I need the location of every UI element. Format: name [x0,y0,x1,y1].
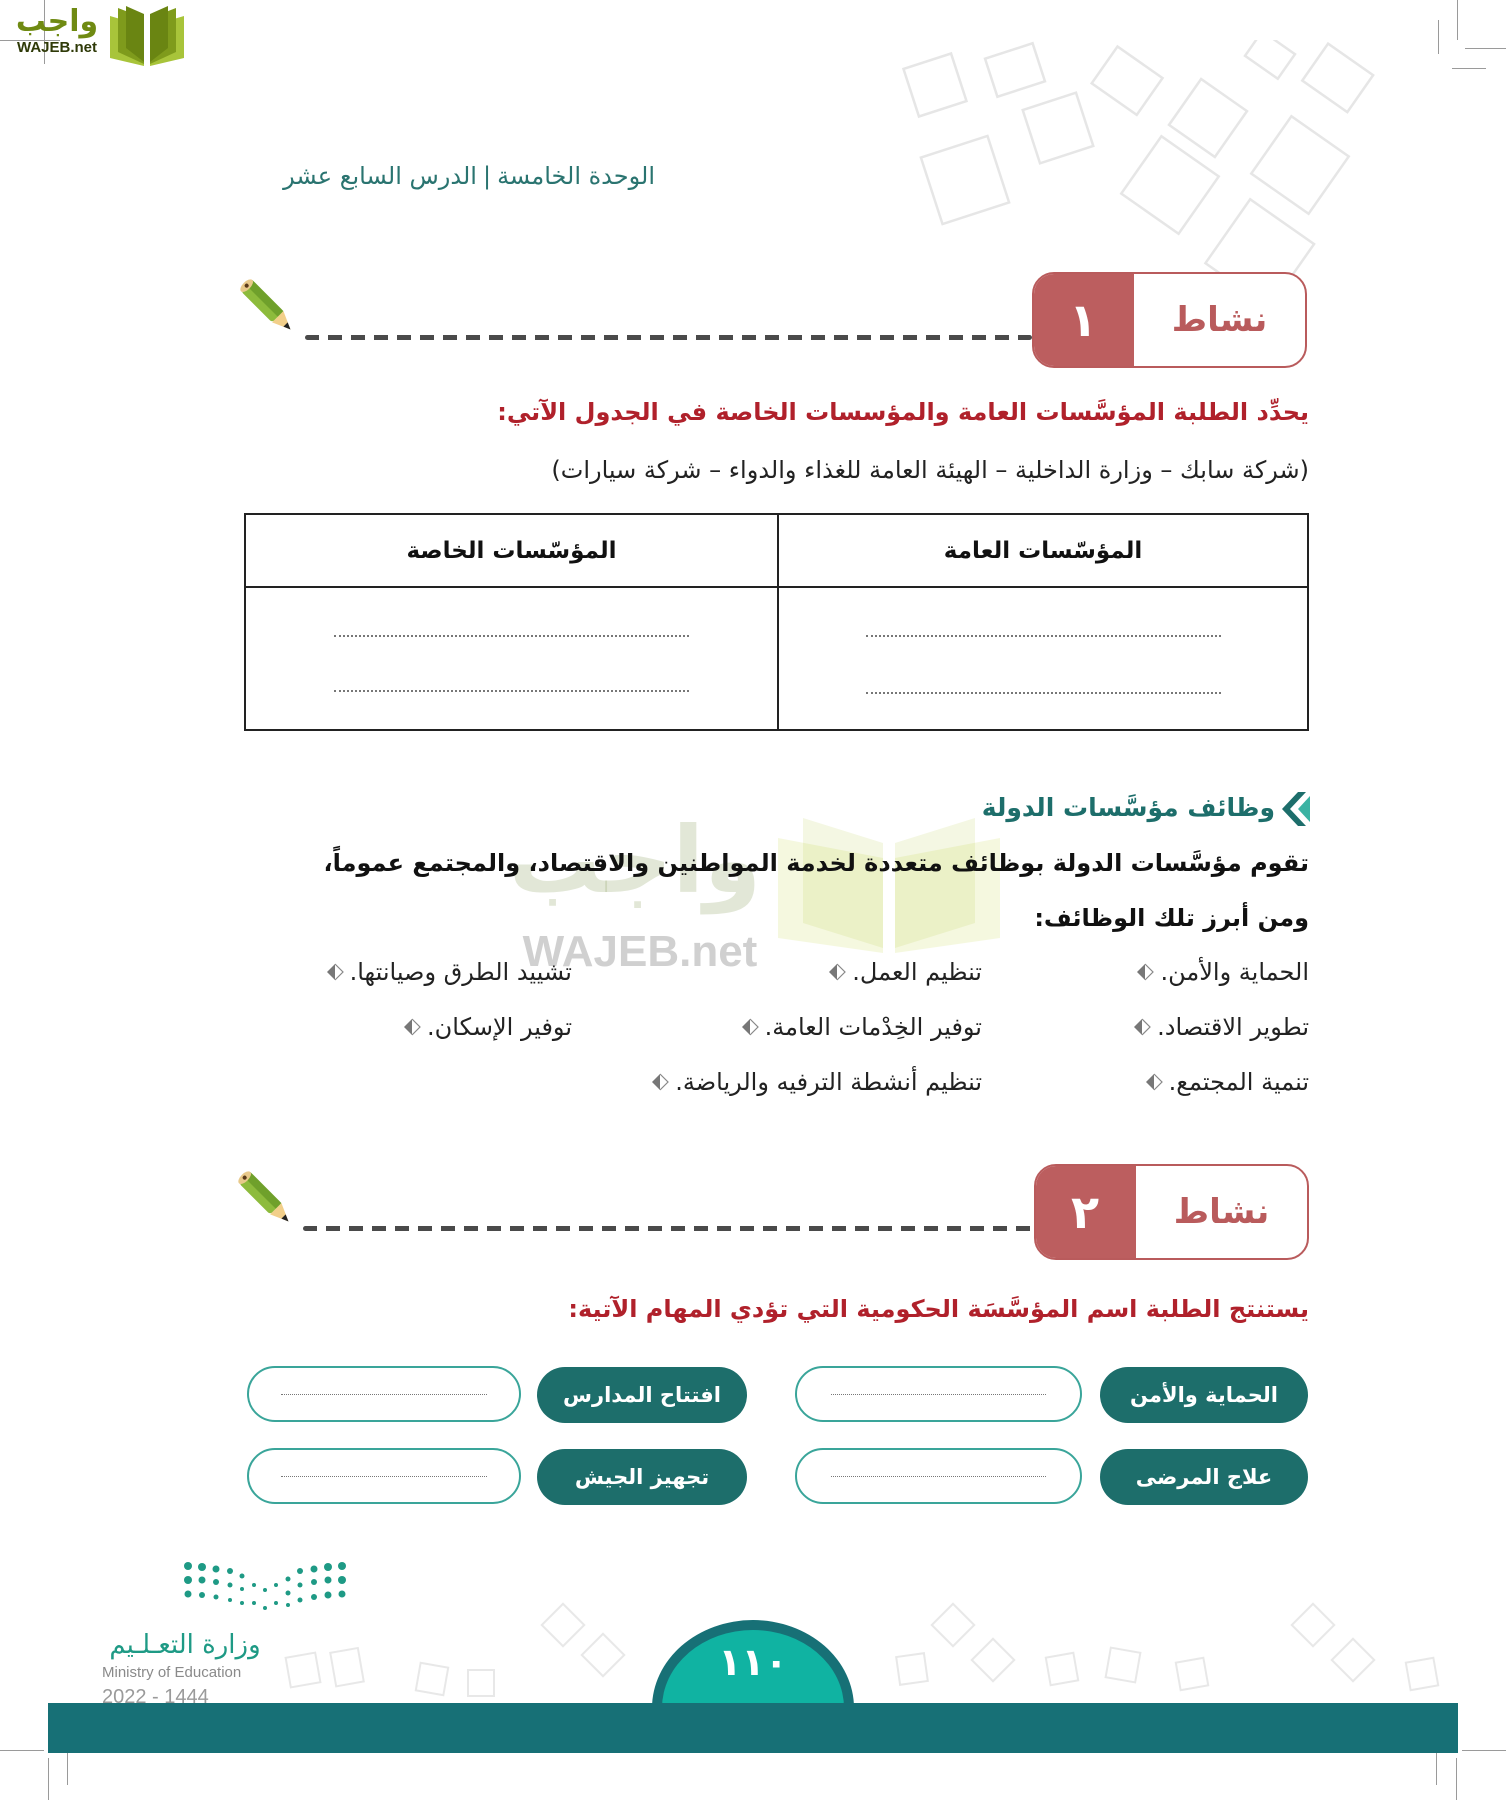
edition-year: 2022 - 1444 [102,1686,209,1708]
private-answer-line-1[interactable] [334,635,689,637]
answer-field-opening-schools[interactable] [247,1366,521,1422]
crop-mark [1465,48,1506,49]
crop-mark [0,1750,44,1751]
footer-band [48,1703,1458,1753]
breadcrumb-separator: | [482,162,492,190]
answer-dotted-line [281,1394,486,1395]
function-text: توفير الخِدْمات العامة. [764,1013,982,1041]
diamond-bullet-icon [403,1018,421,1036]
list-item [651,1064,982,1100]
function-text: توفير الإسكان. [427,1013,572,1041]
double-chevron-icon [1276,790,1310,828]
function-text: تشييد الطرق وصيانتها. [349,958,572,986]
diamond-bullet-icon [326,963,344,981]
answer-dotted-line [281,1476,486,1477]
pencil-icon [240,278,300,340]
institutions-table [244,513,1309,731]
activity-1-instruction: يحدِّد الطلبة المؤسَّسات العامة والمؤسسات الخاصة في الجدول الآتي: [497,398,1309,426]
list-item [741,1009,982,1045]
crop-mark [1452,68,1486,69]
function-text: تنمية المجتمع. [1168,1068,1309,1096]
breadcrumb-unit: الوحدة الخامسة [497,162,655,190]
watermark-latin: WAJEB.net [522,927,758,976]
dashed-divider [303,1226,1034,1231]
header-public-institutions: المؤسّسات العامة [943,537,1143,564]
activity-2-instruction: يستنتج الطلبة اسم المؤسَّسَة الحكومية التي تؤدي المهام الآتية: [568,1295,1309,1323]
crop-mark [1462,1750,1506,1751]
section-paragraph-line-1: تقوم مؤسَّسات الدولة بوظائف متعددة لخدمة المواطنين والاقتصاد، والمجتمع عموماً، [323,849,1309,877]
breadcrumb [245,158,655,194]
activity-1-badge [1032,272,1307,368]
activity-1-items: (شركة سابك – وزارة الداخلية – الهيئة العامة للغذاء والدواء – شركة سيارات) [551,456,1309,484]
wajeb-logo-arabic: واجب [15,4,99,39]
activity-2-number: ٢ [1034,1164,1136,1260]
crop-mark [48,1758,49,1800]
list-item [326,954,572,990]
decorative-squares [880,40,1440,290]
section-paragraph-line-2: ومن أبرز تلك الوظائف: [1034,904,1309,932]
list-item [1145,1064,1309,1100]
breadcrumb-lesson: الدرس السابع عشر [283,162,477,190]
functions-list [240,954,1309,1114]
crop-mark [1456,1758,1457,1800]
task-pill-treating-patients: علاج المرضى [1100,1449,1308,1505]
function-text: تطوير الاقتصاد. [1157,1013,1309,1041]
function-text: تنظيم أنشطة الترفيه والرياضة. [675,1068,982,1096]
task-pill-protection-security: الحماية والأمن [1100,1367,1308,1423]
activity-1-number: ١ [1032,272,1134,368]
answer-dotted-line [831,1476,1046,1477]
section-title: وظائف مؤسَّسات الدولة [981,793,1275,822]
private-answer-line-2[interactable] [334,690,689,692]
diamond-bullet-icon [741,1018,759,1036]
diamond-bullet-icon [1133,1018,1151,1036]
watermark-arabic: واجب [508,807,762,914]
crop-mark [1457,0,1458,40]
wajeb-logo-latin: WAJEB.net [16,39,97,56]
diamond-bullet-icon [828,963,846,981]
page-number: ١١٠ [718,1640,788,1684]
task-pill-opening-schools: افتتاح المدارس [537,1367,747,1423]
public-answer-line-1[interactable] [866,635,1221,637]
activity-1-label: نشاط [1171,300,1268,340]
activity-2-label: نشاط [1173,1192,1270,1232]
dashed-divider [305,335,1032,340]
answer-dotted-line [831,1394,1046,1395]
public-answer-line-2[interactable] [866,692,1221,694]
list-item [828,954,982,990]
ministry-name-arabic: وزارة التعـلـيم [109,1630,261,1660]
ministry-dots-logo-icon [180,1558,350,1618]
book-logo-icon [106,4,188,66]
diamond-bullet-icon [651,1073,669,1091]
header-private-institutions: المؤسّسات الخاصة [406,537,617,564]
ministry-name-english: Ministry of Education [102,1664,242,1681]
answer-field-treating-patients[interactable] [795,1448,1082,1504]
activity-2-badge [1034,1164,1309,1260]
function-text: تنظيم العمل. [852,958,982,986]
pencil-icon [238,1170,298,1232]
diamond-bullet-icon [1145,1073,1163,1091]
answer-field-equipping-army[interactable] [247,1448,521,1504]
table-header-divider [246,586,1307,588]
list-item [1133,1009,1309,1045]
task-pill-equipping-army: تجهيز الجيش [537,1449,747,1505]
list-item [1136,954,1309,990]
function-text: الحماية والأمن. [1160,958,1309,986]
list-item [403,1009,572,1045]
diamond-bullet-icon [1136,963,1154,981]
answer-field-protection-security[interactable] [795,1366,1082,1422]
